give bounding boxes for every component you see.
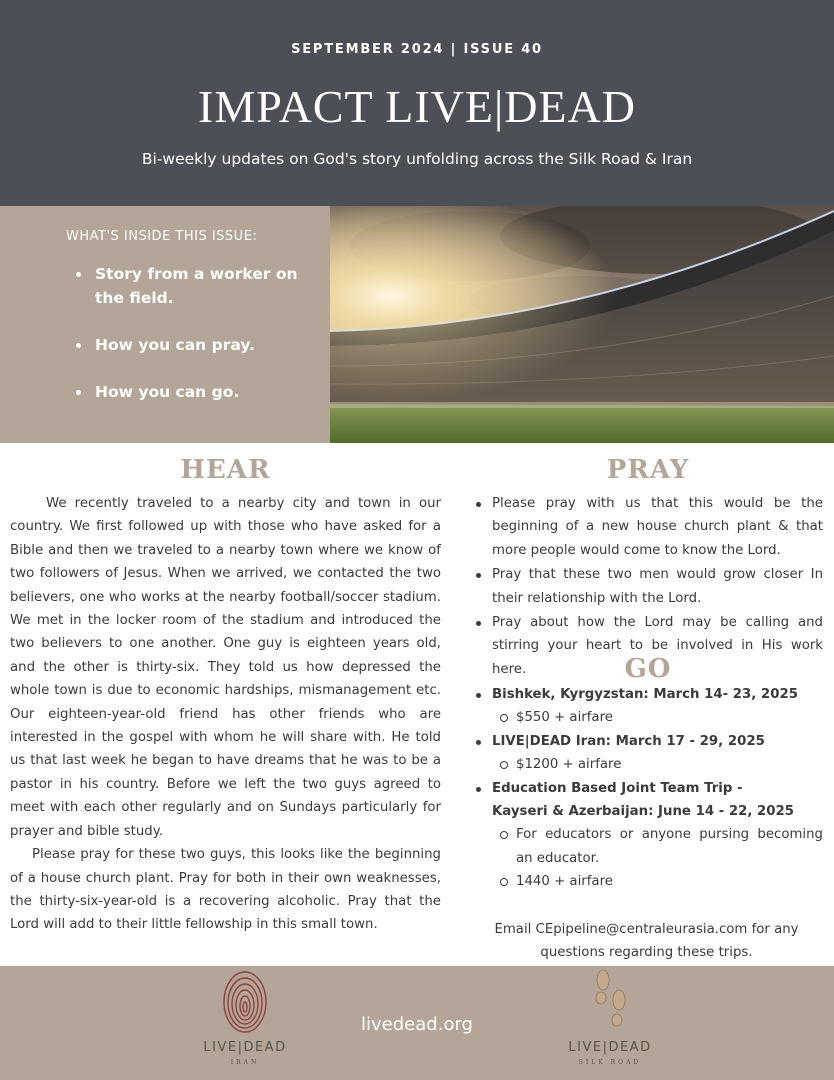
hear-story [10, 492, 441, 937]
website-link[interactable]: livedead.org [361, 1014, 473, 1035]
trip-detail: For educators or anyone pursing becoming an educator. [492, 823, 823, 870]
trip-detail: $1200 + airfare [492, 753, 823, 776]
trip-item [474, 730, 823, 777]
trip-list [474, 683, 823, 894]
inside-item: Story from a worker on the field. [76, 262, 316, 310]
trip-name: Bishkek, Kyrgyzstan: March 14- 23, 2025 [492, 687, 798, 702]
logo-subtitle: SILK ROAD [578, 1059, 642, 1066]
inside-title: WHAT'S INSIDE THIS ISSUE: [66, 229, 258, 244]
inside-this-issue-panel [0, 206, 330, 443]
livedead-silk-road-logo [555, 966, 665, 1066]
pray-item: Pray about how the Lord may be calling and stirring your heart to be involved in His work here. [474, 611, 823, 681]
footprints-icon [585, 966, 635, 1036]
masthead-title: IMPACT LIVE|DEAD [198, 81, 636, 132]
hear-paragraph: We recently traveled to a nearby city and town in our country. We first followed up with those who have asked for a Bible and then we traveled to a nearby town where we know of two followers of Jesus. When we arrived, we contacted the two believers, one who works at the nearby football/soccer stadium. We met in the locker room of the stadium and introduced the two believers to one another. One guy is eighteen years old, and the other is thirty-six. They told us how depressed the whole town is due to economic hardships, mismanagement etc. Our eighteen-year-old friend has other friends who are interested in the gospel with whom he will share with. He told us that last week he began to have dreams that he was to be a pastor in his country. Before we left the two guys agreed to meet with each other regularly and on Sundays particularly for prayer and bible study. [10, 496, 441, 839]
newsletter-header [0, 0, 834, 206]
pray-item: Pray that these two men would grow closer In their relationship with the Lord. [474, 563, 823, 610]
tagline: Bi-weekly updates on God's story unfolding across the Silk Road & Iran [141, 150, 693, 168]
go-heading: GO [624, 654, 672, 684]
trip-name: Education Based Joint Team Trip - [492, 780, 743, 796]
trip-name-line2: Kayseri & Azerbaijan: June 14 - 22, 2025 [492, 804, 795, 820]
issue-line: SEPTEMBER 2024 | ISSUE 40 [291, 42, 543, 57]
trip-detail: 1440 + airfare [492, 870, 823, 893]
hear-paragraph: Please pray for these two guys, this looks like the beginning of a house church plant. Pray for both in their own weaknesses, the thirty-six-year-old is a recovering alcoholic. Pray that the Lord will add to their little fellowship in this small town. [10, 847, 441, 933]
logo-subtitle: IRAN [230, 1059, 260, 1066]
trip-detail: $550 + airfare [492, 706, 823, 729]
logo-wordmark: LIVE|DEAD [203, 1040, 287, 1055]
inside-item: How you can pray. [76, 333, 316, 357]
hear-heading: HEAR [180, 455, 271, 485]
pray-item: Please pray with us that this would be the beginning of a new house church plant & that more people would come to know the Lord. [474, 492, 823, 562]
trip-item [474, 777, 823, 894]
logo-wordmark: LIVE|DEAD [568, 1040, 652, 1055]
email-contact-note: Email CEpipeline@centraleurasia.com for any questions regarding these trips. [494, 922, 799, 961]
footer [0, 966, 834, 1080]
pray-heading: PRAY [606, 455, 690, 485]
trip-item [474, 683, 823, 730]
stadium-hero-image [330, 206, 834, 443]
inside-item: How you can go. [76, 380, 316, 404]
trip-name: LIVE|DEAD Iran: March 17 - 29, 2025 [492, 733, 765, 749]
inside-list [76, 262, 316, 427]
